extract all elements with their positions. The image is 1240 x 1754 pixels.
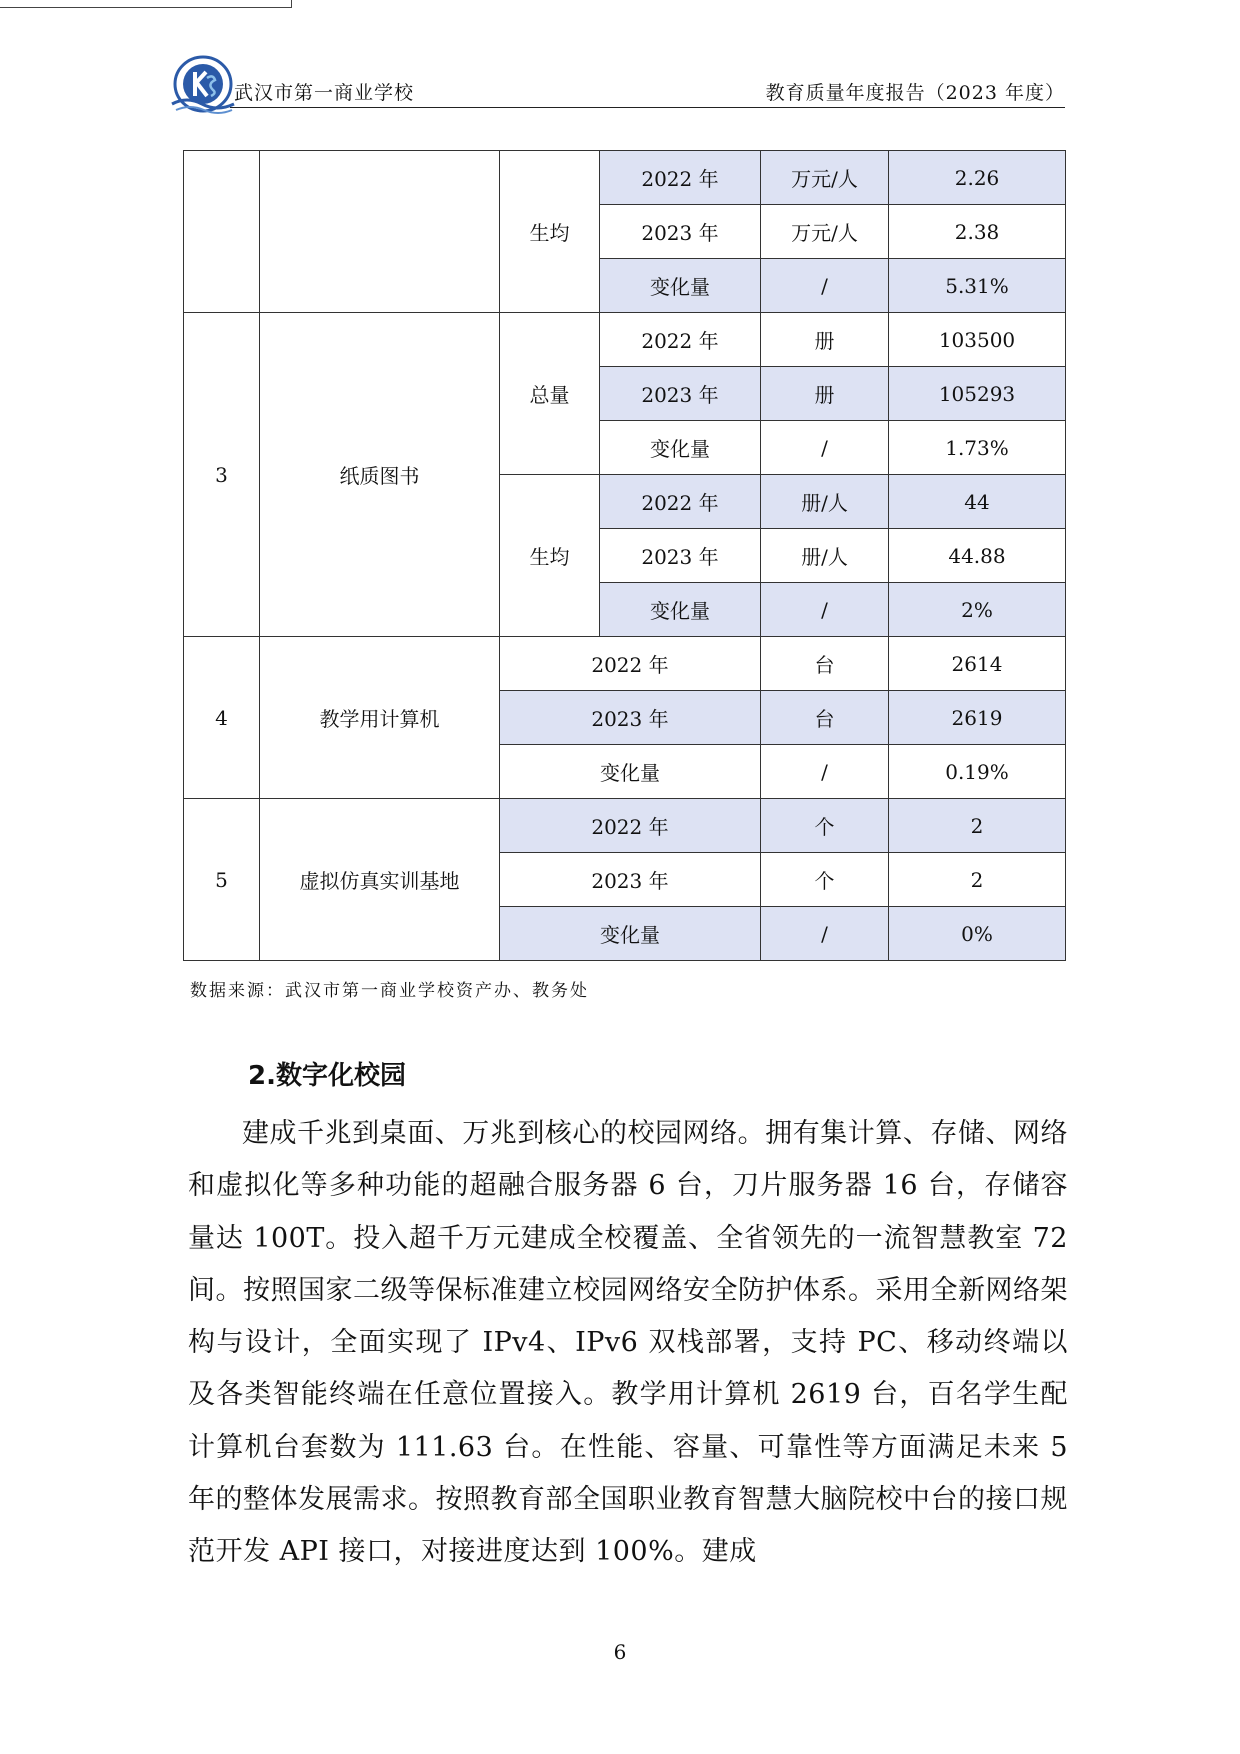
table-cell: /: [761, 259, 889, 313]
table-cell: 万元/人: [761, 151, 889, 205]
page-number: 6: [613, 1640, 627, 1664]
table-cell: 2: [889, 853, 1066, 907]
table-cell: 2022 年: [600, 151, 761, 205]
table-cell: 册/人: [761, 529, 889, 583]
table-cell: 变化量: [500, 745, 761, 799]
table-cell: [184, 151, 260, 313]
table-cell: 个: [761, 799, 889, 853]
table-cell: 105293: [889, 367, 1066, 421]
table-cell: 生均: [500, 475, 600, 637]
table-cell: 变化量: [500, 907, 761, 961]
table-row: [184, 313, 1066, 367]
table-cell: 2614: [889, 637, 1066, 691]
table-cell: /: [761, 745, 889, 799]
table-cell: 万元/人: [761, 205, 889, 259]
table-cell: 2.26: [889, 151, 1066, 205]
table-cell: 2023 年: [500, 853, 761, 907]
table-cell: 台: [761, 691, 889, 745]
table-cell: 0.19%: [889, 745, 1066, 799]
corner-frame: [0, 0, 292, 8]
table-cell: 个: [761, 853, 889, 907]
table-cell: 纸质图书: [260, 313, 500, 637]
table-cell: 册: [761, 367, 889, 421]
table-cell: 0%: [889, 907, 1066, 961]
table-cell: 5.31%: [889, 259, 1066, 313]
table-cell: 变化量: [600, 259, 761, 313]
body-paragraph: 建成千兆到桌面、万兆到核心的校园网络。拥有集计算、存储、网络和虚拟化等多种功能的超融合服务器 6 台，刀片服务器 16 台，存储容量达 100T。投入超千万元建成全校覆盖、全省领先的一流智慧教室 72 间。按照国家二级等保标准建立校园网络安全防护体系。采用全新网络架构与设计，全面实现了 IPv4、IPv6 双栈部署，支持 PC、移动终端以及各类智能终端在任意位置接入。教学用计算机 2619 台，百名学生配计算机台套数为 111.63 台。在性能、容量、可靠性等方面满足未来 5 年的整体发展需求。按照教育部全国职业教育智慧大脑院校中台的接口规范开发 API 接口，对接进度达到 100%。建成: [188, 1118, 1068, 1568]
table-cell: 1.73%: [889, 421, 1066, 475]
table-cell: 2023 年: [600, 205, 761, 259]
table-cell: 册/人: [761, 475, 889, 529]
table-cell: 台: [761, 637, 889, 691]
data-source-note: 数据来源：武汉市第一商业学校资产办、教务处: [190, 981, 589, 1001]
table-cell: 册: [761, 313, 889, 367]
table-cell: 44.88: [889, 529, 1066, 583]
table-cell: [260, 151, 500, 313]
table-row: [184, 151, 1066, 205]
table-cell: 2022 年: [500, 799, 761, 853]
table-cell: 2022 年: [600, 475, 761, 529]
table-cell: 变化量: [600, 421, 761, 475]
table-cell: /: [761, 907, 889, 961]
table-cell: 5: [184, 799, 260, 961]
table-cell: 2022 年: [600, 313, 761, 367]
table-cell: 2023 年: [500, 691, 761, 745]
table-row: [184, 637, 1066, 691]
table-cell: 2.38: [889, 205, 1066, 259]
statistics-table: [183, 150, 1066, 961]
table-cell: 变化量: [600, 583, 761, 637]
table-cell: /: [761, 583, 889, 637]
table-cell: 虚拟仿真实训基地: [260, 799, 500, 961]
section-title: 2.数字化校园: [248, 1061, 406, 1091]
school-name: 武汉市第一商业学校: [234, 82, 415, 104]
table-cell: 2022 年: [500, 637, 761, 691]
school-logo-icon: [170, 54, 236, 116]
table-cell: 3: [184, 313, 260, 637]
table-cell: 44: [889, 475, 1066, 529]
table-cell: 总量: [500, 313, 600, 475]
page-header: [170, 52, 1065, 114]
table-cell: 103500: [889, 313, 1066, 367]
table-cell: 4: [184, 637, 260, 799]
table-cell: 2023 年: [600, 367, 761, 421]
report-title: 教育质量年度报告（2023 年度）: [765, 82, 1065, 104]
table-cell: 2619: [889, 691, 1066, 745]
table-cell: 2023 年: [600, 529, 761, 583]
table-cell: /: [761, 421, 889, 475]
table-cell: 2: [889, 799, 1066, 853]
table-cell: 教学用计算机: [260, 637, 500, 799]
table-cell: 生均: [500, 151, 600, 313]
header-divider: [230, 107, 1065, 108]
table-row: [184, 799, 1066, 853]
table-cell: 2%: [889, 583, 1066, 637]
